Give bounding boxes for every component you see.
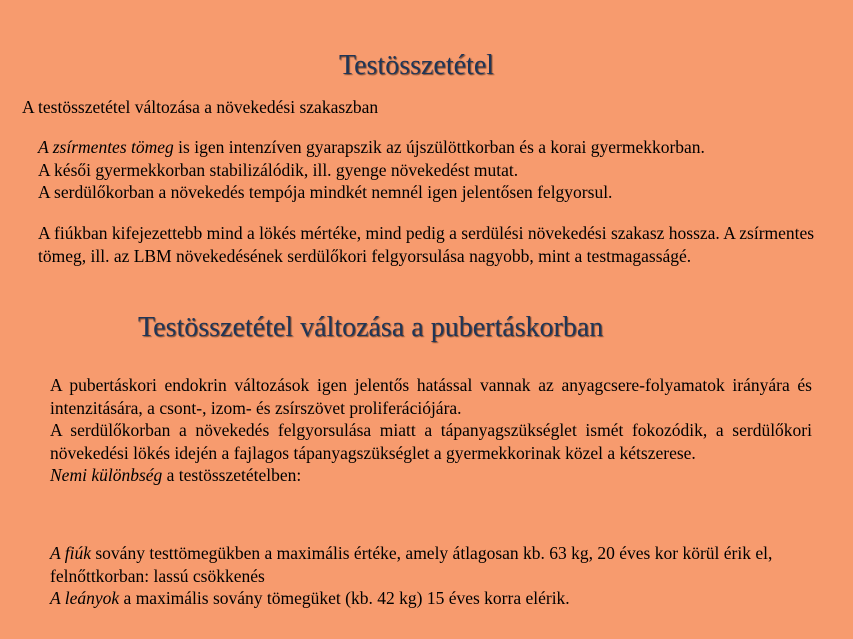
text-line: A serdülőkorban a növekedés tempója mindkét nemnél igen jelentősen felgyorsul. <box>38 182 613 202</box>
puberty-paragraph <box>50 374 812 487</box>
text-line: A késői gyermekkorban stabilizálódik, ill. gyenge növekedést mutat. <box>38 159 519 180</box>
emphasis-text: A zsírmentes tömeg <box>38 137 174 157</box>
emphasis-text: A leányok <box>50 588 120 608</box>
section-title: Testösszetétel változása a pubertáskorban <box>138 312 604 343</box>
text-paragraph: A fiúkban kifejezettebb mind a lökés mértéke, mind pedig a serdülési növekedési szakasz hossza. A zsírmentes tömeg, ill. az LBM növekedésének serdülőkori felgyorsulása nagyobb, mint a testmagasságé. <box>38 223 815 266</box>
section-subheading: A testösszetétel változása a növekedési szakaszban <box>22 97 379 117</box>
sex-difference-paragraph <box>50 542 825 610</box>
emphasis-text: Nemi különbség <box>50 465 163 485</box>
text-paragraph <box>50 587 825 610</box>
emphasis-text: A fiúk <box>50 543 91 563</box>
text-paragraph <box>50 542 825 587</box>
lean-mass-paragraph <box>38 136 828 204</box>
text-span: is igen intenzíven gyarapszik az újszülöttkorban és a korai gyermekkorban. <box>173 137 705 157</box>
text-line <box>38 136 828 159</box>
text-span: sovány testtömegükben a maximális értéke, amely átlagosan kb. 63 kg, 20 éves kor körül érik el, felnőttkorban: lassú csökkenés <box>50 543 773 586</box>
text-span: a testösszetételben: <box>162 465 302 485</box>
text-line <box>50 464 812 487</box>
text-span: a maximális sovány tömegüket (kb. 42 kg) 15 éves korra elérik. <box>119 588 570 608</box>
slide-title: Testösszetétel <box>338 50 495 81</box>
boys-difference-paragraph <box>38 222 828 267</box>
text-paragraph: A pubertáskori endokrin változások igen jelentős hatással vannak az anyagcsere-folyamatok irányára és intenzitására, a csont-, izom- és zsírszövet proliferációjára. <box>50 375 812 418</box>
text-paragraph: A serdülőkorban a növekedés felgyorsulása miatt a tápanyagszükséglet ismét fokozódik, a serdülőkori növekedési lökés idején a fajlagos tápanyagszükséglet a gyermekkorinak közel a kétszerese. <box>50 420 812 463</box>
